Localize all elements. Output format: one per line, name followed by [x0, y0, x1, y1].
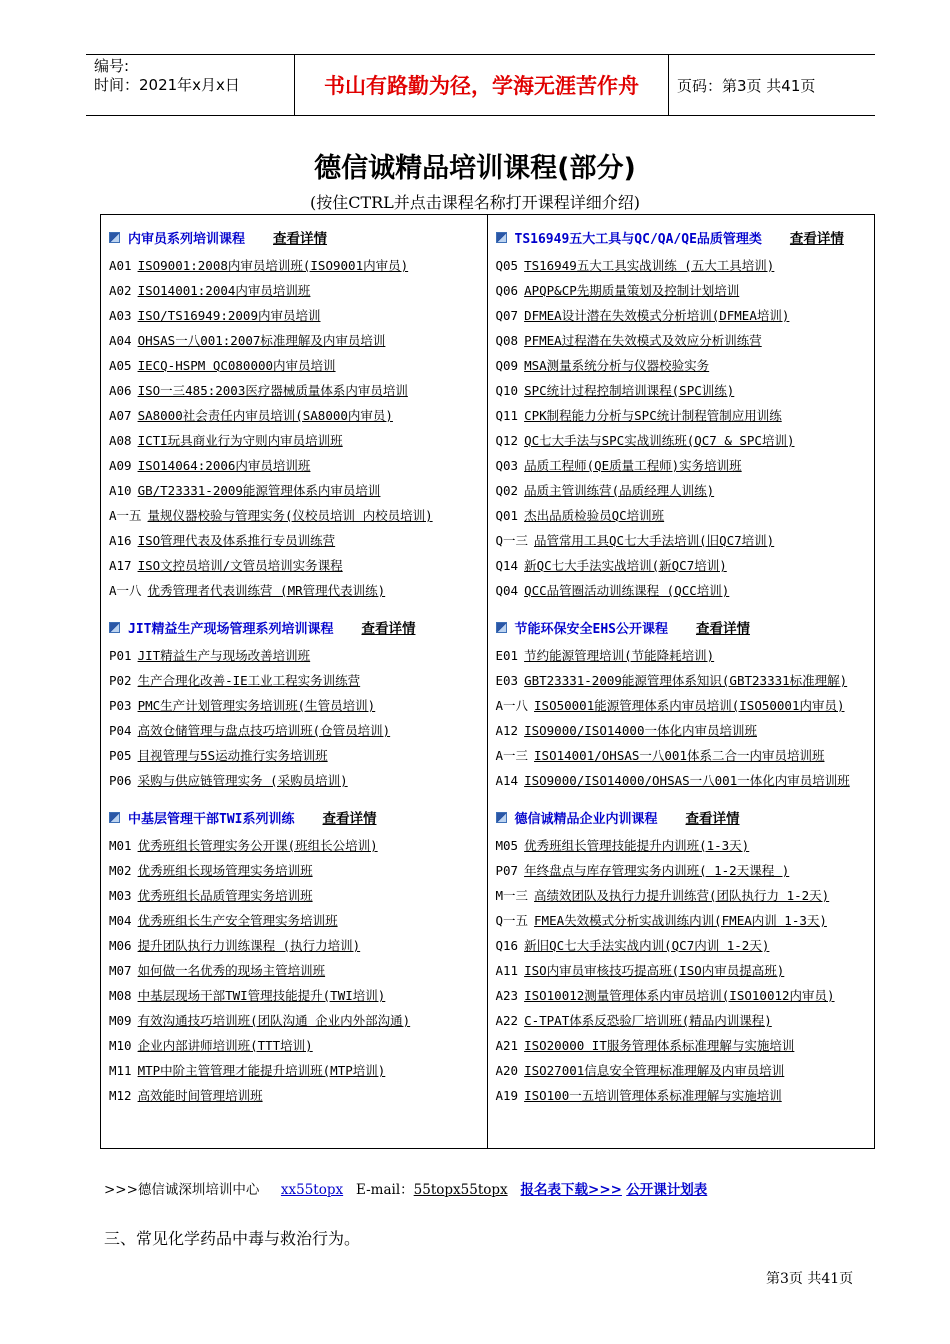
section-title[interactable]: 节能环保安全EHS公开课程	[514, 621, 668, 637]
header-page-label: 页码：第3页 共41页	[677, 76, 816, 95]
course-section	[109, 615, 481, 793]
course-item	[496, 1033, 869, 1058]
section-header	[109, 805, 481, 829]
course-code: M01	[109, 838, 132, 853]
section-header	[496, 615, 869, 639]
course-code: M10	[109, 1038, 132, 1053]
course-item	[109, 1008, 481, 1033]
course-item	[109, 1058, 481, 1083]
course-link[interactable]: 品质主管训练营(品质经理人训练)	[524, 483, 715, 498]
view-details-link[interactable]: 查看详情	[361, 621, 416, 637]
course-item	[496, 528, 869, 553]
course-section	[109, 225, 481, 603]
course-link[interactable]: FMEA失效模式分析实战训练内训(FMEA内训 1-3天)	[534, 913, 827, 928]
course-code: M03	[109, 888, 132, 903]
course-code: A08	[109, 433, 132, 448]
course-link[interactable]: MTP中阶主管管理才能提升培训班(MTP培训)	[137, 1063, 386, 1078]
course-link[interactable]: GB/T23331-2009能源管理体系内审员培训	[137, 483, 381, 498]
course-item	[109, 553, 481, 578]
course-item	[496, 908, 869, 933]
course-code: Q11	[495, 408, 519, 423]
course-item	[496, 718, 869, 743]
course-item	[109, 253, 481, 278]
course-item	[496, 1058, 869, 1083]
course-code: P06	[109, 773, 132, 788]
course-code: A04	[109, 333, 132, 348]
course-link[interactable]: ISO20000 IT服务管理体系标准理解与实施培训	[524, 1038, 795, 1053]
course-item	[109, 858, 481, 883]
course-item	[109, 668, 481, 693]
course-item	[496, 693, 869, 718]
course-item	[109, 718, 481, 743]
center-name: >>>德信诚深圳培训中心	[104, 1182, 260, 1198]
course-code: Q05	[495, 258, 519, 273]
course-code: A17	[109, 558, 132, 573]
course-item	[109, 578, 481, 603]
course-section	[496, 805, 869, 1108]
course-link[interactable]: ISO27001信息安全管理标准理解及内审员培训	[524, 1063, 785, 1078]
section-bullet-icon	[496, 812, 507, 823]
course-link[interactable]: QCC品管圈活动训练课程 (QCC培训)	[524, 583, 730, 598]
course-item	[109, 768, 481, 793]
view-details-link[interactable]: 查看详情	[322, 811, 377, 827]
section-header	[496, 805, 869, 829]
course-item	[109, 278, 481, 303]
course-link[interactable]: ISO内审员审核技巧提高班(ISO内审员提高班)	[524, 963, 785, 978]
course-code: A05	[109, 358, 132, 373]
course-code: Q一三	[495, 533, 529, 548]
course-code: M11	[109, 1063, 132, 1078]
view-details-link[interactable]: 查看详情	[695, 621, 750, 637]
course-code: M一三	[495, 888, 529, 903]
section-title[interactable]: 德信诚精品企业内训课程	[514, 811, 658, 827]
course-link[interactable]: 有效沟通技巧培训班(团队沟通 企业内外部沟通)	[137, 1013, 411, 1028]
course-item	[496, 478, 869, 503]
document-subtitle: (按住CTRL并点击课程名称打开课程详细介绍)	[309, 193, 641, 212]
course-link[interactable]: ISO50001能源管理体系内审员培训(ISO50001内审员)	[534, 698, 845, 713]
course-link[interactable]: 新旧QC七大手法实战内训(QC7内训 1-2天)	[524, 938, 770, 953]
download-link[interactable]: 报名表下载>>>	[520, 1182, 622, 1198]
course-code: Q07	[495, 308, 519, 323]
section-header	[496, 225, 869, 249]
course-code: A一五	[109, 508, 142, 523]
document-title: 德信诚精品培训课程(部分)	[314, 153, 636, 184]
course-code: P03	[109, 698, 132, 713]
course-item	[496, 553, 869, 578]
course-code: M09	[109, 1013, 132, 1028]
course-link[interactable]: 高效能时间管理培训班	[137, 1088, 263, 1103]
course-code: Q08	[495, 333, 519, 348]
header-motto: 书山有路勤为径，学海无涯苦作舟	[294, 55, 669, 115]
course-item	[109, 983, 481, 1008]
course-item	[496, 328, 869, 353]
course-item	[496, 1008, 869, 1033]
course-code: Q14	[495, 558, 519, 573]
course-link[interactable]: SPC统计过程控制培训课程(SPC训练)	[524, 383, 735, 398]
course-link[interactable]: IECQ-HSPM QC080000内审员培训	[137, 358, 336, 373]
section-title[interactable]: TS16949五大工具与QC/QA/QE品质管理类	[514, 231, 762, 247]
course-code: M06	[109, 938, 132, 953]
page-footer: 第3页 共41页	[766, 1271, 854, 1287]
course-code: M07	[109, 963, 132, 978]
course-link[interactable]: 提升团队执行力训练课程 (执行力培训)	[137, 938, 361, 953]
course-link[interactable]: 新QC七大手法实战培训(新QC7培训)	[524, 558, 727, 573]
course-link[interactable]: 如何做一名优秀的现场主管培训班	[137, 963, 326, 978]
course-item	[496, 858, 869, 883]
course-table	[100, 214, 875, 1149]
course-code: Q16	[495, 938, 519, 953]
course-item	[109, 1083, 481, 1108]
course-item	[109, 908, 481, 933]
course-item	[496, 883, 869, 908]
course-link[interactable]: OHSAS一八001:2007标准理解及内审员培训	[137, 333, 386, 348]
course-link[interactable]: 优秀班组长管理技能提升内训班(1-3天)	[524, 838, 750, 853]
course-code: P02	[109, 673, 132, 688]
course-link[interactable]: 高效仓储管理与盘点技巧培训班(仓管员培训)	[137, 723, 391, 738]
course-code: A16	[109, 533, 132, 548]
section-bullet-icon	[109, 812, 120, 823]
course-link[interactable]: ICTI玩具商业行为守则内审员培训班	[137, 433, 343, 448]
section-bullet-icon	[109, 622, 120, 633]
left-column	[101, 215, 488, 1148]
course-code: Q12	[495, 433, 519, 448]
course-link[interactable]: SA8000社会责任内审员培训(SA8000内审员)	[137, 408, 393, 423]
course-item	[109, 1033, 481, 1058]
course-item	[496, 303, 869, 328]
course-item	[109, 303, 481, 328]
course-item	[109, 833, 481, 858]
course-link[interactable]: ISO14001/OHSAS一八001体系二合一内审员培训班	[534, 748, 825, 763]
course-code: Q02	[495, 483, 519, 498]
course-link[interactable]: DFMEA设计潜在失效模式分析培训(DFMEA培训)	[524, 308, 790, 323]
course-item	[496, 428, 869, 453]
course-code: Q03	[495, 458, 519, 473]
course-link[interactable]: ISO文控员培训/文管员培训实务课程	[137, 558, 343, 573]
course-item	[109, 643, 481, 668]
course-item	[496, 578, 869, 603]
course-item	[496, 403, 869, 428]
course-code: E03	[495, 673, 519, 688]
course-item	[109, 693, 481, 718]
course-item	[496, 958, 869, 983]
view-details-link[interactable]: 查看详情	[789, 231, 844, 247]
course-link[interactable]: 品质工程师(QE质量工程师)实务培训班	[524, 458, 742, 473]
course-link[interactable]: MSA测量系统分析与仪器校验实务	[524, 358, 710, 373]
course-item	[109, 933, 481, 958]
number-label: 编号:	[94, 57, 130, 75]
page-header	[86, 54, 875, 116]
course-code: A14	[495, 773, 519, 788]
course-item	[109, 428, 481, 453]
course-link[interactable]: 优秀班组长管理实务公开课(班组长公培训)	[137, 838, 378, 853]
course-link[interactable]: 优秀班组长生产安全管理实务培训班	[137, 913, 338, 928]
course-code: Q一五	[495, 913, 529, 928]
course-code: E01	[495, 648, 519, 663]
course-link[interactable]: 采购与供应链管理实务 (采购员培训)	[137, 773, 348, 788]
course-link[interactable]: 品管常用工具QC七大手法培训(旧QC7培训)	[534, 533, 775, 548]
course-code: A03	[109, 308, 132, 323]
course-item	[109, 503, 481, 528]
course-code: A20	[495, 1063, 519, 1078]
course-link[interactable]: ISO9001:2008内审员培训班(ISO9001内审员)	[137, 258, 409, 273]
section-bullet-icon	[496, 622, 507, 633]
course-code: Q06	[495, 283, 519, 298]
course-code: A21	[495, 1038, 519, 1053]
course-section	[496, 225, 869, 603]
section-title[interactable]: JIT精益生产现场管理系列培训课程	[128, 621, 334, 637]
site-link[interactable]: xx55topx	[280, 1182, 344, 1198]
course-code: A10	[109, 483, 132, 498]
email-link[interactable]: 55topx55topx	[413, 1182, 508, 1198]
course-item	[109, 378, 481, 403]
course-item	[496, 668, 869, 693]
section-title[interactable]: 内审员系列培训课程	[128, 231, 246, 247]
course-section	[109, 805, 481, 1108]
course-link[interactable]: ISO14001:2004内审员培训班	[137, 283, 311, 298]
course-item	[496, 353, 869, 378]
course-link[interactable]: ISO14064:2006内审员培训班	[137, 458, 311, 473]
course-code: M02	[109, 863, 132, 878]
course-code: P01	[109, 648, 132, 663]
course-link[interactable]: 目视管理与5S运动推行实务培训班	[137, 748, 328, 763]
course-code: Q01	[495, 508, 519, 523]
course-link[interactable]: 优秀管理者代表训练营 (MR管理代表训练)	[147, 583, 386, 598]
course-code: M12	[109, 1088, 132, 1103]
course-item	[496, 378, 869, 403]
course-code: A11	[495, 963, 519, 978]
course-link[interactable]: CPK制程能力分析与SPC统计制程管制应用训练	[524, 408, 782, 423]
course-item	[109, 528, 481, 553]
course-link[interactable]: ISO/TS16949:2009内审员培训	[137, 308, 321, 323]
course-code: A09	[109, 458, 132, 473]
course-link[interactable]: 中基层现场干部TWI管理技能提升(TWI培训)	[137, 988, 386, 1003]
course-code: P04	[109, 723, 132, 738]
course-link[interactable]: C-TPAT体系反恐验厂培训班(精品内训课程)	[524, 1013, 772, 1028]
course-item	[496, 1083, 869, 1108]
course-code: M05	[495, 838, 519, 853]
course-code: A一八	[109, 583, 142, 598]
course-code: A一三	[495, 748, 529, 763]
course-link[interactable]: ISO一三485:2003医疗器械质量体系内审员培训	[137, 383, 408, 398]
course-item	[109, 958, 481, 983]
course-item	[496, 453, 869, 478]
course-link[interactable]: 杰出品质检验员QC培训班	[524, 508, 665, 523]
course-link[interactable]: ISO9000/ISO14000/OHSAS一八001一体化内审员培训班	[524, 773, 850, 788]
course-code: M08	[109, 988, 132, 1003]
right-column	[488, 215, 875, 1148]
course-code: A07	[109, 408, 132, 423]
course-link[interactable]: 优秀班组长现场管理实务培训班	[137, 863, 313, 878]
course-code: A01	[109, 258, 132, 273]
course-link[interactable]: APQP&CP先期质量策划及控制计划培训	[524, 283, 740, 298]
course-link[interactable]: ISO100一五培训管理体系标准理解与实施培训	[524, 1088, 782, 1103]
course-item	[496, 933, 869, 958]
course-item	[496, 768, 869, 793]
course-code: A02	[109, 283, 132, 298]
course-code: M04	[109, 913, 132, 928]
course-link[interactable]: 生产合理化改善-IE工业工程实务训练营	[137, 673, 361, 688]
course-link[interactable]: 企业内部讲师培训班(TTT培训)	[137, 1038, 313, 1053]
course-code: P07	[495, 863, 519, 878]
time-label: 时间：2021年x月x日	[94, 76, 240, 94]
course-item	[496, 833, 869, 858]
course-link[interactable]: 优秀班组长品质管理实务培训班	[137, 888, 313, 903]
section-bullet-icon	[109, 232, 120, 243]
course-item	[109, 478, 481, 503]
course-link[interactable]: TS16949五大工具实战训练 (五大工具培训)	[524, 258, 775, 273]
course-link[interactable]: 高绩效团队及执行力提升训练营(团队执行力 1-2天)	[534, 888, 830, 903]
course-code: Q09	[495, 358, 519, 373]
section-header	[109, 615, 481, 639]
section-title[interactable]: 中基层管理干部TWI系列训练	[128, 811, 295, 827]
course-link[interactable]: GBT23331-2009能源管理体系知识(GBT23331标准理解)	[524, 673, 848, 688]
course-link[interactable]: 年终盘点与库存管理实务内训班( 1-2天课程 )	[524, 863, 790, 878]
section-header	[109, 225, 481, 249]
course-item	[496, 643, 869, 668]
course-link[interactable]: PFMEA过程潜在失效模式及效应分析训练营	[524, 333, 762, 348]
course-link[interactable]: 量规仪器校验与管理实务(仪校员培训 内校员培训)	[147, 508, 433, 523]
course-code: A23	[495, 988, 519, 1003]
course-code: A19	[495, 1088, 519, 1103]
header-meta	[86, 55, 294, 115]
view-details-link[interactable]: 查看详情	[685, 811, 740, 827]
course-item	[496, 278, 869, 303]
footer-links	[104, 1178, 707, 1198]
course-code: A06	[109, 383, 132, 398]
course-code: A一八	[495, 698, 529, 713]
course-section	[496, 615, 869, 793]
course-link[interactable]: PMC生产计划管理实务培训班(生管员培训)	[137, 698, 376, 713]
plan-link[interactable]: 公开课计划表	[626, 1182, 708, 1198]
course-item	[496, 983, 869, 1008]
course-item	[109, 328, 481, 353]
course-item	[109, 353, 481, 378]
email-label: E-mail：	[356, 1182, 414, 1198]
course-link[interactable]: ISO管理代表及体系推行专员训练营	[137, 533, 336, 548]
course-code: A22	[495, 1013, 519, 1028]
course-code: A12	[495, 723, 519, 738]
course-link[interactable]: ISO10012测量管理体系内审员培训(ISO10012内审员)	[524, 988, 835, 1003]
course-link[interactable]: QC七大手法与SPC实战训练班(QC7 & SPC培训)	[524, 433, 795, 448]
course-link[interactable]: JIT精益生产与现场改善培训班	[137, 648, 311, 663]
course-item	[496, 253, 869, 278]
section-bullet-icon	[496, 232, 507, 243]
course-item	[109, 883, 481, 908]
course-code: Q10	[495, 383, 519, 398]
section-heading: 三、常见化学药品中毒与救治行为。	[104, 1229, 361, 1248]
course-code: P05	[109, 748, 132, 763]
course-code: Q04	[495, 583, 519, 598]
course-item	[109, 743, 481, 768]
course-item	[496, 503, 869, 528]
course-link[interactable]: ISO9000/ISO14000一体化内审员培训班	[524, 723, 757, 738]
course-item	[496, 743, 869, 768]
course-link[interactable]: 节约能源管理培训(节能降耗培训)	[524, 648, 715, 663]
course-item	[109, 403, 481, 428]
course-item	[109, 453, 481, 478]
view-details-link[interactable]: 查看详情	[273, 231, 328, 247]
